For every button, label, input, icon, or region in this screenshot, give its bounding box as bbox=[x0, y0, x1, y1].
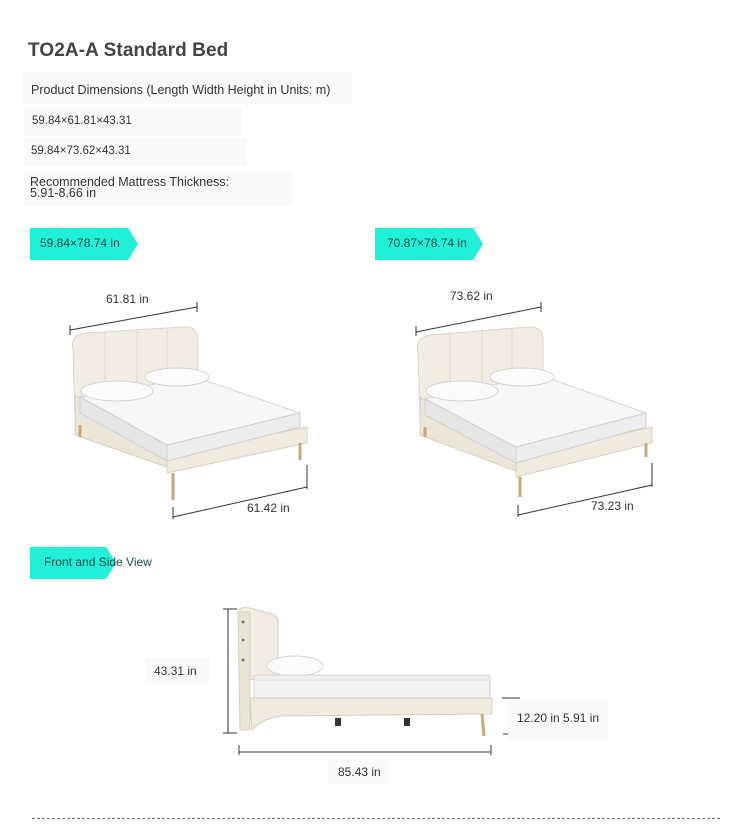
right-bottom-width-label: 73.23 in bbox=[591, 499, 634, 513]
page-title: TO2A-A Standard Bed bbox=[28, 40, 229, 61]
front-side-view-tag bbox=[30, 547, 152, 579]
bed-illustration-left bbox=[55, 285, 335, 525]
size-tag-right-label: 70.87×78.74 in bbox=[387, 236, 467, 250]
dimensions-heading: Product Dimensions (Length Width Height in Units: m) bbox=[31, 83, 331, 97]
dimension-value-1: 59.84×61.81×43.31 bbox=[32, 115, 132, 127]
front-side-view-label: Front and Side View bbox=[44, 555, 152, 569]
side-height-label: 43.31 in bbox=[154, 664, 197, 678]
left-bottom-width-label: 61.42 in bbox=[247, 501, 290, 515]
frame-height-label: 12.20 in bbox=[517, 711, 560, 725]
section-divider bbox=[32, 818, 720, 819]
size-tag-left bbox=[30, 228, 138, 260]
mattress-thickness bbox=[30, 177, 229, 199]
mattress-thickness-label: Recommended Mattress Thickness: bbox=[30, 175, 230, 189]
size-tag-left-label: 59.84×78.74 in bbox=[40, 236, 120, 250]
leg-height-label: 5.91 in bbox=[563, 711, 600, 725]
dimension-value-2: 59.84×73.62×43.31 bbox=[31, 145, 131, 157]
left-top-width-label: 61.81 in bbox=[106, 292, 149, 306]
bed-illustration-right bbox=[400, 285, 690, 525]
side-view-illustration bbox=[210, 600, 520, 760]
right-top-width-label: 73.62 in bbox=[450, 289, 493, 303]
side-length-label: 85.43 in bbox=[338, 765, 381, 779]
mattress-thickness-value: 5.91-8.66 in bbox=[30, 186, 97, 200]
size-tag-right bbox=[375, 228, 483, 260]
